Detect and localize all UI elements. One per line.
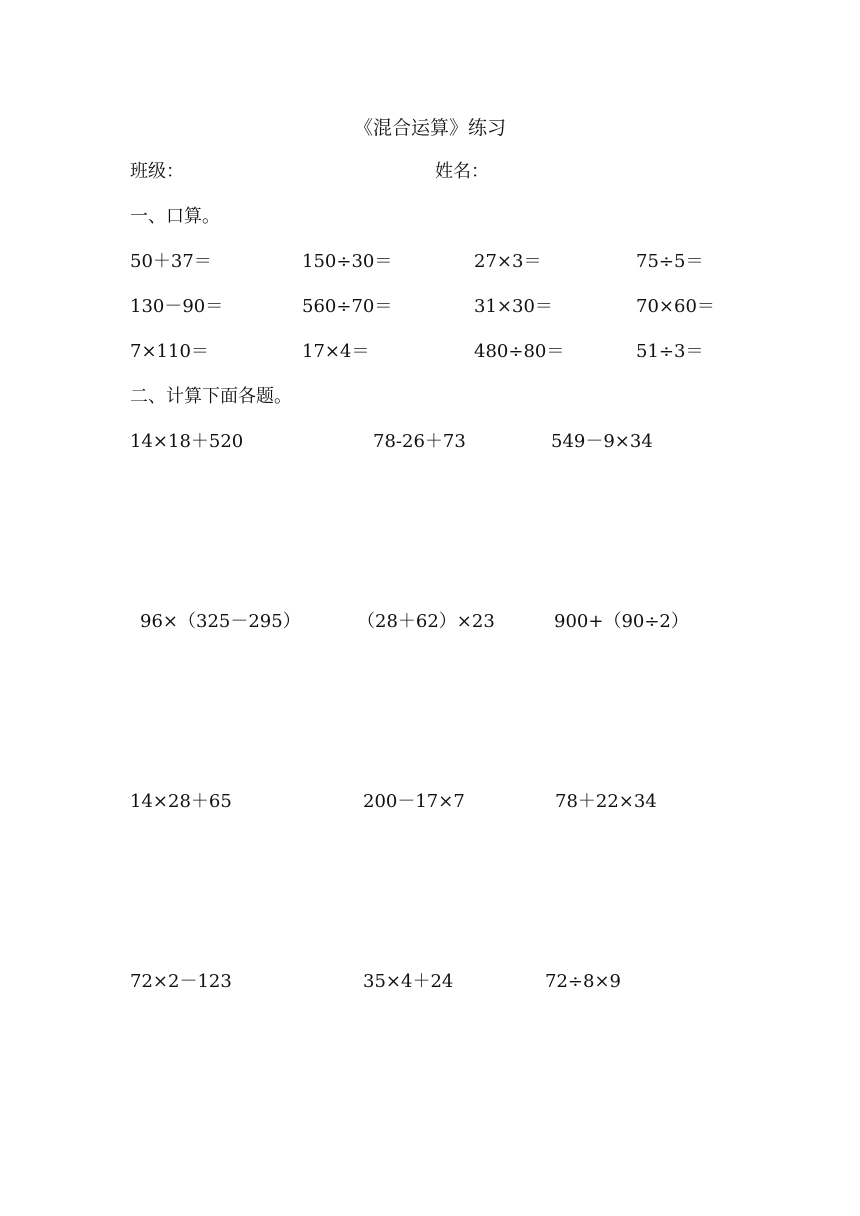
class-label: 班级： <box>130 161 184 182</box>
calc-problem: 200－17×7 <box>363 791 465 812</box>
oral-problem: 17×4＝ <box>302 341 370 362</box>
section1-heading: 一、口算。 <box>130 206 220 227</box>
calc-problem: 72×2－123 <box>130 971 232 992</box>
calc-problem: 78＋22×34 <box>555 791 657 812</box>
oral-problem: 27×3＝ <box>474 251 542 272</box>
oral-problem: 150÷30＝ <box>302 251 393 272</box>
oral-problem: 480÷80＝ <box>474 341 565 362</box>
calc-problem: 96×（325－295） <box>140 611 301 632</box>
oral-problem: 7×110＝ <box>130 341 209 362</box>
section2-heading: 二、计算下面各题。 <box>130 386 292 407</box>
oral-problem: 130－90＝ <box>130 296 224 317</box>
calc-problem: 72÷8×9 <box>545 971 621 992</box>
calc-problem: （28＋62）×23 <box>357 611 495 632</box>
oral-problem: 560÷70＝ <box>302 296 393 317</box>
oral-problem: 75÷5＝ <box>636 251 704 272</box>
oral-problem: 31×30＝ <box>474 296 553 317</box>
oral-problem: 51÷3＝ <box>636 341 704 362</box>
calc-problem: 900+（90÷2） <box>554 611 689 632</box>
oral-problem: 50＋37＝ <box>130 251 212 272</box>
calc-problem: 549－9×34 <box>551 431 653 452</box>
calc-problem: 78-26＋73 <box>373 431 466 452</box>
name-label: 姓名： <box>435 161 489 182</box>
calc-problem: 14×28＋65 <box>130 791 232 812</box>
oral-problem: 70×60＝ <box>636 296 715 317</box>
calc-problem: 35×4＋24 <box>363 971 454 992</box>
calc-problem: 14×18＋520 <box>130 431 244 452</box>
page-title: 《混合运算》练习 <box>353 117 506 139</box>
